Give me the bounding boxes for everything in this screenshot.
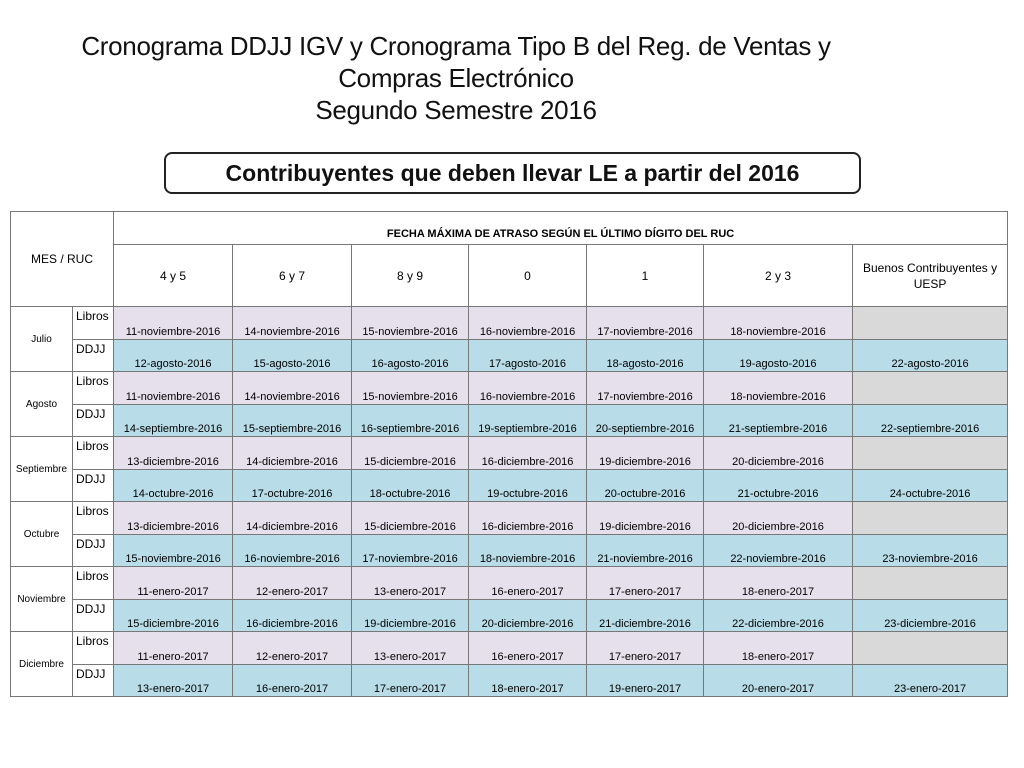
ddjj-label: DDJJ [73, 599, 114, 632]
page-title [0, 30, 912, 126]
ddjj-date-cell: 19-octubre-2016 [469, 469, 587, 502]
ddjj-date-cell: 23-diciembre-2016 [853, 599, 1008, 632]
ddjj-date-cell: 20-octubre-2016 [587, 469, 704, 502]
table-row [11, 307, 1008, 340]
ddjj-date-cell: 23-enero-2017 [853, 664, 1008, 697]
libros-date-cell: 14-noviembre-2016 [233, 307, 352, 340]
libros-date-cell: 16-diciembre-2016 [469, 502, 587, 535]
libros-date-cell: 18-noviembre-2016 [704, 372, 853, 405]
ddjj-date-cell: 22-diciembre-2016 [704, 599, 853, 632]
ddjj-date-cell: 16-noviembre-2016 [233, 534, 352, 567]
libros-date-cell: 13-diciembre-2016 [114, 437, 233, 470]
title-line-3: Segundo Semestre 2016 [315, 95, 597, 125]
ddjj-date-cell: 19-septiembre-2016 [469, 404, 587, 437]
ddjj-date-cell: 24-octubre-2016 [853, 469, 1008, 502]
ddjj-date-cell: 20-diciembre-2016 [469, 599, 587, 632]
libros-date-cell: 17-enero-2017 [587, 567, 704, 600]
libros-date-cell: 11-enero-2017 [114, 567, 233, 600]
libros-date-cell: 12-enero-2017 [233, 567, 352, 600]
ddjj-date-cell: 16-enero-2017 [233, 664, 352, 697]
libros-label: Libros [73, 502, 114, 535]
libros-date-cell: 17-enero-2017 [587, 632, 704, 665]
table-row [11, 599, 1008, 632]
main-header: FECHA MÁXIMA DE ATRASO SEGÚN EL ÚLTIMO DÍGITO DEL RUC [114, 212, 1008, 245]
title-line-2: Compras Electrónico [338, 63, 574, 93]
digit-header: 0 [469, 245, 587, 307]
libros-date-cell: 15-noviembre-2016 [352, 372, 469, 405]
title-line-1: Cronograma DDJJ IGV y Cronograma Tipo B del Reg. de Ventas y [81, 31, 831, 61]
libros-date-cell: 18-enero-2017 [704, 632, 853, 665]
ddjj-date-cell: 18-agosto-2016 [587, 339, 704, 372]
libros-date-cell: 16-enero-2017 [469, 632, 587, 665]
ddjj-date-cell: 15-noviembre-2016 [114, 534, 233, 567]
libros-date-cell [853, 502, 1008, 535]
libros-date-cell: 20-diciembre-2016 [704, 437, 853, 470]
ddjj-date-cell: 19-enero-2017 [587, 664, 704, 697]
ddjj-date-cell: 17-agosto-2016 [469, 339, 587, 372]
ddjj-date-cell: 23-noviembre-2016 [853, 534, 1008, 567]
table-row [11, 502, 1008, 535]
libros-date-cell: 14-diciembre-2016 [233, 437, 352, 470]
ddjj-date-cell: 16-diciembre-2016 [233, 599, 352, 632]
libros-date-cell: 19-diciembre-2016 [587, 502, 704, 535]
libros-label: Libros [73, 437, 114, 470]
libros-date-cell: 11-noviembre-2016 [114, 307, 233, 340]
ddjj-date-cell: 21-noviembre-2016 [587, 534, 704, 567]
libros-date-cell: 15-diciembre-2016 [352, 502, 469, 535]
table-row [11, 664, 1008, 697]
month-label: Octubre [11, 502, 73, 567]
ddjj-date-cell: 13-enero-2017 [114, 664, 233, 697]
ddjj-label: DDJJ [73, 534, 114, 567]
table-row [11, 404, 1008, 437]
corner-header: MES / RUC [11, 212, 114, 307]
ddjj-date-cell: 21-octubre-2016 [704, 469, 853, 502]
ddjj-date-cell: 17-noviembre-2016 [352, 534, 469, 567]
table-row [11, 632, 1008, 665]
table-row [11, 372, 1008, 405]
month-label: Septiembre [11, 437, 73, 502]
table-row [11, 339, 1008, 372]
ddjj-date-cell: 18-noviembre-2016 [469, 534, 587, 567]
libros-label: Libros [73, 372, 114, 405]
digit-header: 4 y 5 [114, 245, 233, 307]
ddjj-date-cell: 20-septiembre-2016 [587, 404, 704, 437]
libros-date-cell: 17-noviembre-2016 [587, 372, 704, 405]
libros-date-cell: 12-enero-2017 [233, 632, 352, 665]
libros-date-cell: 16-diciembre-2016 [469, 437, 587, 470]
ddjj-date-cell: 22-agosto-2016 [853, 339, 1008, 372]
libros-date-cell: 16-noviembre-2016 [469, 372, 587, 405]
subtitle-box [164, 152, 861, 194]
table-row [11, 469, 1008, 502]
ddjj-label: DDJJ [73, 404, 114, 437]
libros-date-cell: 16-enero-2017 [469, 567, 587, 600]
ddjj-date-cell: 18-enero-2017 [469, 664, 587, 697]
libros-date-cell: 14-noviembre-2016 [233, 372, 352, 405]
ddjj-date-cell: 14-septiembre-2016 [114, 404, 233, 437]
libros-date-cell [853, 567, 1008, 600]
ddjj-date-cell: 22-noviembre-2016 [704, 534, 853, 567]
ddjj-label: DDJJ [73, 664, 114, 697]
digit-header: 1 [587, 245, 704, 307]
libros-label: Libros [73, 632, 114, 665]
month-label: Diciembre [11, 632, 73, 697]
ddjj-date-cell: 20-enero-2017 [704, 664, 853, 697]
libros-date-cell: 19-diciembre-2016 [587, 437, 704, 470]
libros-date-cell: 13-enero-2017 [352, 632, 469, 665]
month-label: Julio [11, 307, 73, 372]
libros-date-cell: 18-noviembre-2016 [704, 307, 853, 340]
ddjj-date-cell: 15-agosto-2016 [233, 339, 352, 372]
ddjj-date-cell: 14-octubre-2016 [114, 469, 233, 502]
libros-date-cell: 13-diciembre-2016 [114, 502, 233, 535]
libros-label: Libros [73, 567, 114, 600]
ddjj-date-cell: 21-septiembre-2016 [704, 404, 853, 437]
ddjj-date-cell: 19-agosto-2016 [704, 339, 853, 372]
libros-date-cell: 18-enero-2017 [704, 567, 853, 600]
digit-header: 6 y 7 [233, 245, 352, 307]
ddjj-date-cell: 15-diciembre-2016 [114, 599, 233, 632]
digit-header: Buenos Contribuyentes y UESP [853, 245, 1008, 307]
libros-date-cell: 17-noviembre-2016 [587, 307, 704, 340]
digit-header: 8 y 9 [352, 245, 469, 307]
ddjj-date-cell: 15-septiembre-2016 [233, 404, 352, 437]
libros-date-cell [853, 632, 1008, 665]
libros-date-cell: 15-noviembre-2016 [352, 307, 469, 340]
ddjj-date-cell: 22-septiembre-2016 [853, 404, 1008, 437]
table-row [11, 437, 1008, 470]
libros-date-cell: 20-diciembre-2016 [704, 502, 853, 535]
libros-date-cell [853, 307, 1008, 340]
ddjj-date-cell: 12-agosto-2016 [114, 339, 233, 372]
schedule-table [10, 211, 1008, 697]
ddjj-date-cell: 21-diciembre-2016 [587, 599, 704, 632]
table-row [11, 567, 1008, 600]
ddjj-date-cell: 18-octubre-2016 [352, 469, 469, 502]
libros-date-cell: 15-diciembre-2016 [352, 437, 469, 470]
libros-date-cell: 11-noviembre-2016 [114, 372, 233, 405]
ddjj-label: DDJJ [73, 339, 114, 372]
month-label: Agosto [11, 372, 73, 437]
libros-label: Libros [73, 307, 114, 340]
ddjj-date-cell: 16-septiembre-2016 [352, 404, 469, 437]
ddjj-date-cell: 19-diciembre-2016 [352, 599, 469, 632]
month-label: Noviembre [11, 567, 73, 632]
ddjj-date-cell: 17-octubre-2016 [233, 469, 352, 502]
subtitle-text: Contribuyentes que deben llevar LE a partir del 2016 [225, 160, 800, 186]
libros-date-cell: 16-noviembre-2016 [469, 307, 587, 340]
libros-date-cell: 14-diciembre-2016 [233, 502, 352, 535]
libros-date-cell: 13-enero-2017 [352, 567, 469, 600]
libros-date-cell: 11-enero-2017 [114, 632, 233, 665]
ddjj-date-cell: 17-enero-2017 [352, 664, 469, 697]
ddjj-label: DDJJ [73, 469, 114, 502]
libros-date-cell [853, 437, 1008, 470]
libros-date-cell [853, 372, 1008, 405]
digit-header: 2 y 3 [704, 245, 853, 307]
table-row [11, 534, 1008, 567]
ddjj-date-cell: 16-agosto-2016 [352, 339, 469, 372]
